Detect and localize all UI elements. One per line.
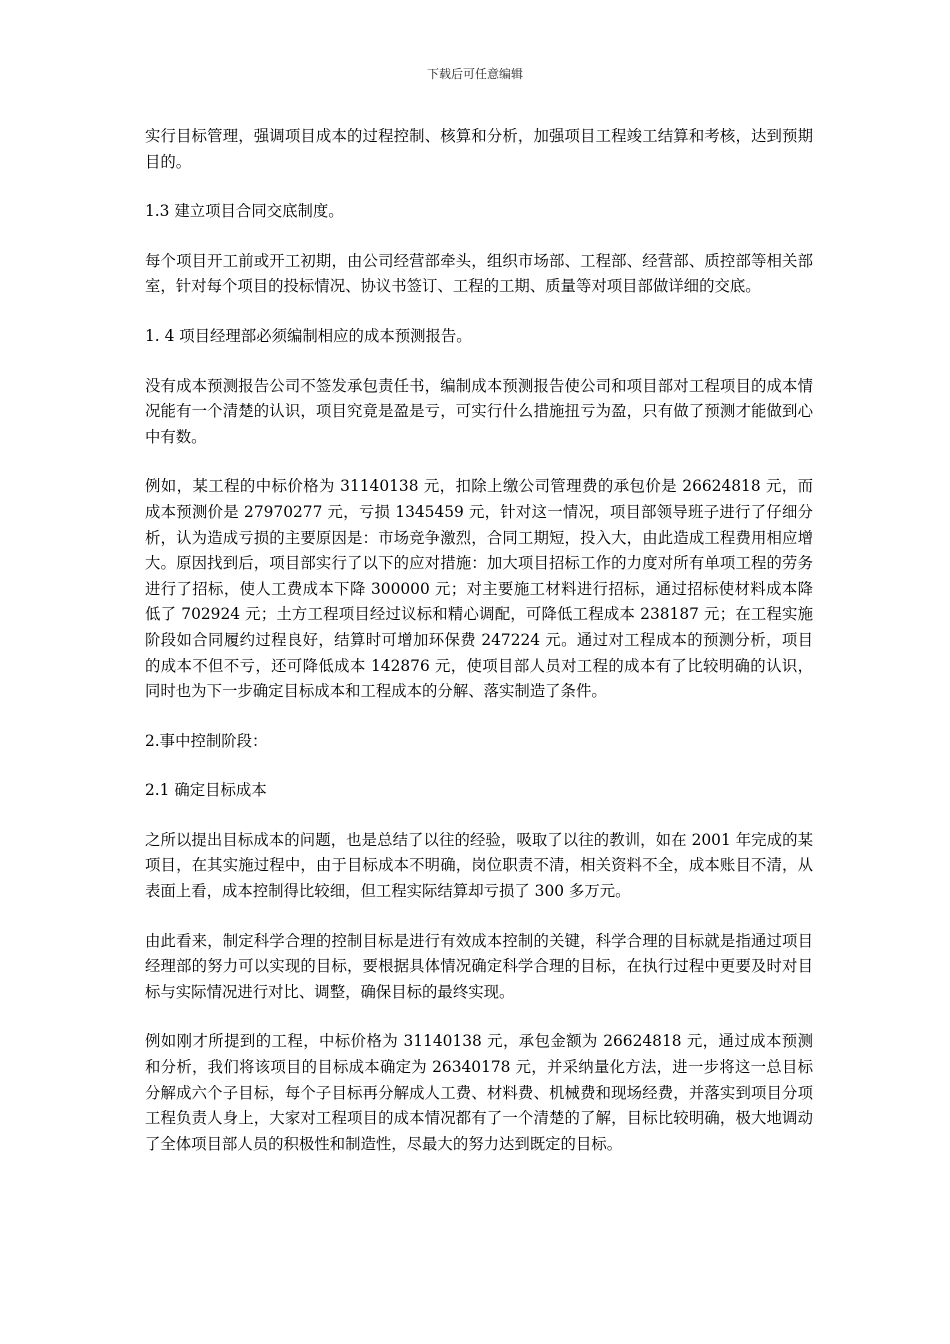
paragraph-cost-forecast-report: 没有成本预测报告公司不签发承包责任书，编制成本预测报告使公司和项目部对工程项目的成本情况能有一个清楚的认识，项目究竟是盈是亏，可实行什么措施扭亏为盈，只有做了预测才能做到心中有数。 (145, 376, 813, 446)
paragraph-target-decomposition: 例如刚才所提到的工程，中标价格为 31140138 元，承包金额为 26624818 元，通过成本预测和分析，我们将该项目的目标成本确定为 26340178 元，并采纳量化方法，进一步将这一总目标分解成六个子目标，每个子目标再分解成人工费、材料费、机械费和现场经费，并落实到项目分项工程负责人身上，大家对工程项目的成本情况都有了一个清楚的了解，目标比较明确，极大地调动了全体项目部人员的积极性和制造性，尽最大的努力达到既定的目标。 (145, 1032, 813, 1153)
paragraph-contract-briefing: 每个项目开工前或开工初期，由公司经营部牵头，组织市场部、工程部、经营部、质控部等相关部室，针对每个项目的投标情况、协议书签订、工程的工期、质量等对项目部做详细的交底。 (145, 251, 813, 296)
paragraph-target-cost-reason: 之所以提出目标成本的问题，也是总结了以往的经验，吸取了以往的教训，如在 2001 年完成的某项目，在其实施过程中，由于目标成本不明确，岗位职责不清，相关资料不全，成本账目不清，从表面上看，成本控制得比较细，但工程实际结算却亏损了 300 多万元。 (145, 830, 813, 901)
paragraph-control-target: 由此看来，制定科学合理的控制目标是进行有效成本控制的关键，科学合理的目标就是指通过项目经理部的努力可以实现的目标，要根据具体情况确定科学合理的目标，在执行过程中更要及时对目标与实际情况进行对比、调整，确保目标的最终实现。 (145, 931, 813, 1001)
page-header: 下载后可任意编辑 (426, 67, 523, 81)
paragraph-example-project: 例如，某工程的中标价格为 31140138 元，扣除上缴公司管理费的承包价是 26624818 元，而成本预测价是 27970277 元，亏损 1345459 元，针对这一情况，项目部领导班子进行了仔细分析，认为造成亏损的主要原因是：市场竞争激烈，合同工期短，投入大，由此造成工程费用相应增大。原因找到后，项目部实行了以下的应对措施：加大项目招标工作的力度对所有单项工程的劳务进行了招标，使人工费成本下降 300000 元；对主要施工材料进行招标，通过招标使材料成本降低了 702924 元；土方工程项目经过议标和精心调配，可降低工程成本 238187 元；在工程实施阶段如合同履约过程良好，结算时可增加环保费 247224 元。通过对工程成本的预测分析，项目的成本不但不亏，还可降低成本 142876 元，使项目部人员对工程的成本有了比较明确的认识，同时也为下一步确定目标成本和工程成本的分解、落实制造了条件。 (145, 477, 813, 701)
section-heading-1-3: 1.3 建立项目合同交底制度。 (145, 202, 344, 221)
section-heading-2: 2.事中控制阶段： (145, 731, 268, 750)
document-body (145, 124, 813, 1181)
section-heading-1-4: 1. 4 项目经理部必须编制相应的成本预测报告。 (145, 326, 472, 345)
section-heading-2-1: 2.1 确定目标成本 (145, 781, 267, 800)
paragraph-target-management: 实行目标管理，强调项目成本的过程控制、核算和分析，加强项目工程竣工结算和考核，达到预期目的。 (145, 127, 813, 171)
